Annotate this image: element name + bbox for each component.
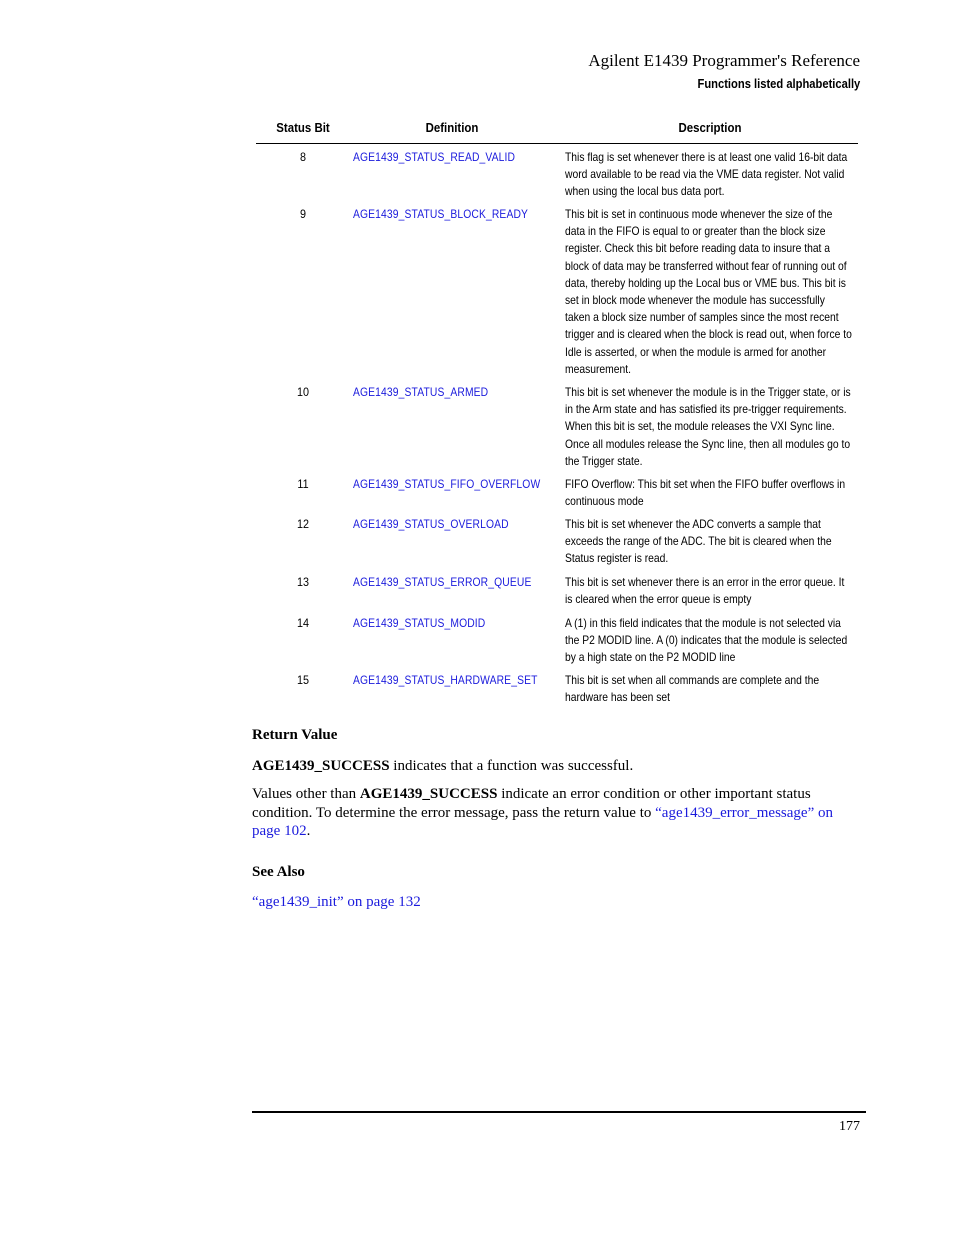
- definition-link[interactable]: AGE1439_STATUS_MODID: [353, 616, 486, 630]
- status-bit-cell: 9: [299, 207, 307, 221]
- description-cell: A (1) in this field indicates that the module is not selected via the P2 MODID line. A (0) indicates that the module is selected by a high state on the P2 MODID line: [565, 616, 848, 665]
- status-bit-cell: 13: [296, 575, 310, 589]
- paragraph-text: indicates that a function was successful.: [389, 758, 634, 774]
- column-header-description: Description: [678, 120, 742, 135]
- definition-link[interactable]: AGE1439_STATUS_HARDWARE_SET: [353, 673, 538, 687]
- description-cell: This bit is set when all commands are complete and the hardware has been set: [565, 673, 820, 705]
- return-value-heading: Return Value: [252, 727, 338, 743]
- paragraph-text: Values other than: [252, 786, 360, 802]
- definition-link[interactable]: AGE1439_STATUS_OVERLOAD: [353, 517, 509, 531]
- definition-link[interactable]: AGE1439_STATUS_READ_VALID: [353, 150, 516, 164]
- status-bit-cell: 11: [297, 477, 309, 491]
- return-value-paragraph-2: [252, 785, 862, 841]
- description-cell: This flag is set whenever there is at least one valid 16-bit data word available to be read via the VME data register. Not valid when using the local bus data port.: [565, 150, 848, 199]
- definition-link[interactable]: AGE1439_STATUS_ERROR_QUEUE: [353, 575, 532, 589]
- status-bit-cell: 12: [296, 517, 310, 531]
- paragraph-text: .: [306, 823, 311, 839]
- page-number: 177: [839, 1119, 860, 1134]
- running-header-title: Agilent E1439 Programmer's Reference: [588, 51, 860, 70]
- definition-link[interactable]: AGE1439_STATUS_FIFO_OVERFLOW: [353, 477, 541, 491]
- column-header-status-bit: Status Bit: [276, 120, 330, 135]
- description-cell: This bit is set whenever there is an error in the error queue. It is cleared when the error queue is empty: [565, 575, 845, 607]
- paragraph-text: indicate an error condition or other important status condition. To determine the error message, pass the return value to: [252, 786, 811, 821]
- init-link[interactable]: “age1439_init” on page 132: [252, 894, 421, 910]
- return-value-paragraph-1: [252, 757, 862, 776]
- status-bit-cell: 10: [296, 385, 310, 399]
- success-code: AGE1439_SUCCESS: [359, 786, 498, 802]
- definition-link[interactable]: AGE1439_STATUS_BLOCK_READY: [353, 207, 529, 221]
- running-header-subtitle: Functions listed alphabetically: [697, 76, 860, 91]
- status-bit-cell: 14: [296, 616, 310, 630]
- status-bit-cell: 8: [299, 150, 307, 164]
- success-code: AGE1439_SUCCESS: [252, 758, 390, 774]
- description-cell: This bit is set whenever the module is in the Trigger state, or is in the Arm state and has satisfied its pre-trigger requirements. When this bit is set, the module releases the VXI Sync line. Once all modules release the Sync line, then all modules go to the Trigger state.: [565, 385, 851, 468]
- definition-link[interactable]: AGE1439_STATUS_ARMED: [353, 385, 489, 399]
- error-message-link[interactable]: “age1439_error_message” on page 102: [252, 804, 833, 839]
- see-also-heading: See Also: [252, 864, 305, 880]
- column-header-definition: Definition: [425, 120, 479, 135]
- description-cell: This bit is set in continuous mode whenever the size of the data in the FIFO is equal to or greater than the block size register. Check this bit before reading data to insure that a block of data may be transferred without fear of running out of data, thereby holding up the Local bus or VME bus. This bit is set in block mode whenever the module has successfully taken a block size number of samples since the most recent trigger and is cleared when the block is read out, when force to Idle is asserted, or when the module is armed for another measurement.: [565, 207, 852, 376]
- description-cell: This bit is set whenever the ADC converts a sample that exceeds the range of the ADC. The bit is cleared when the Status register is read.: [565, 517, 832, 566]
- footer-rule: [252, 1111, 866, 1113]
- table-header-row: [256, 120, 858, 144]
- description-cell: FIFO Overflow: This bit set when the FIFO buffer overflows in continuous mode: [565, 477, 846, 509]
- status-bit-cell: 15: [296, 673, 310, 687]
